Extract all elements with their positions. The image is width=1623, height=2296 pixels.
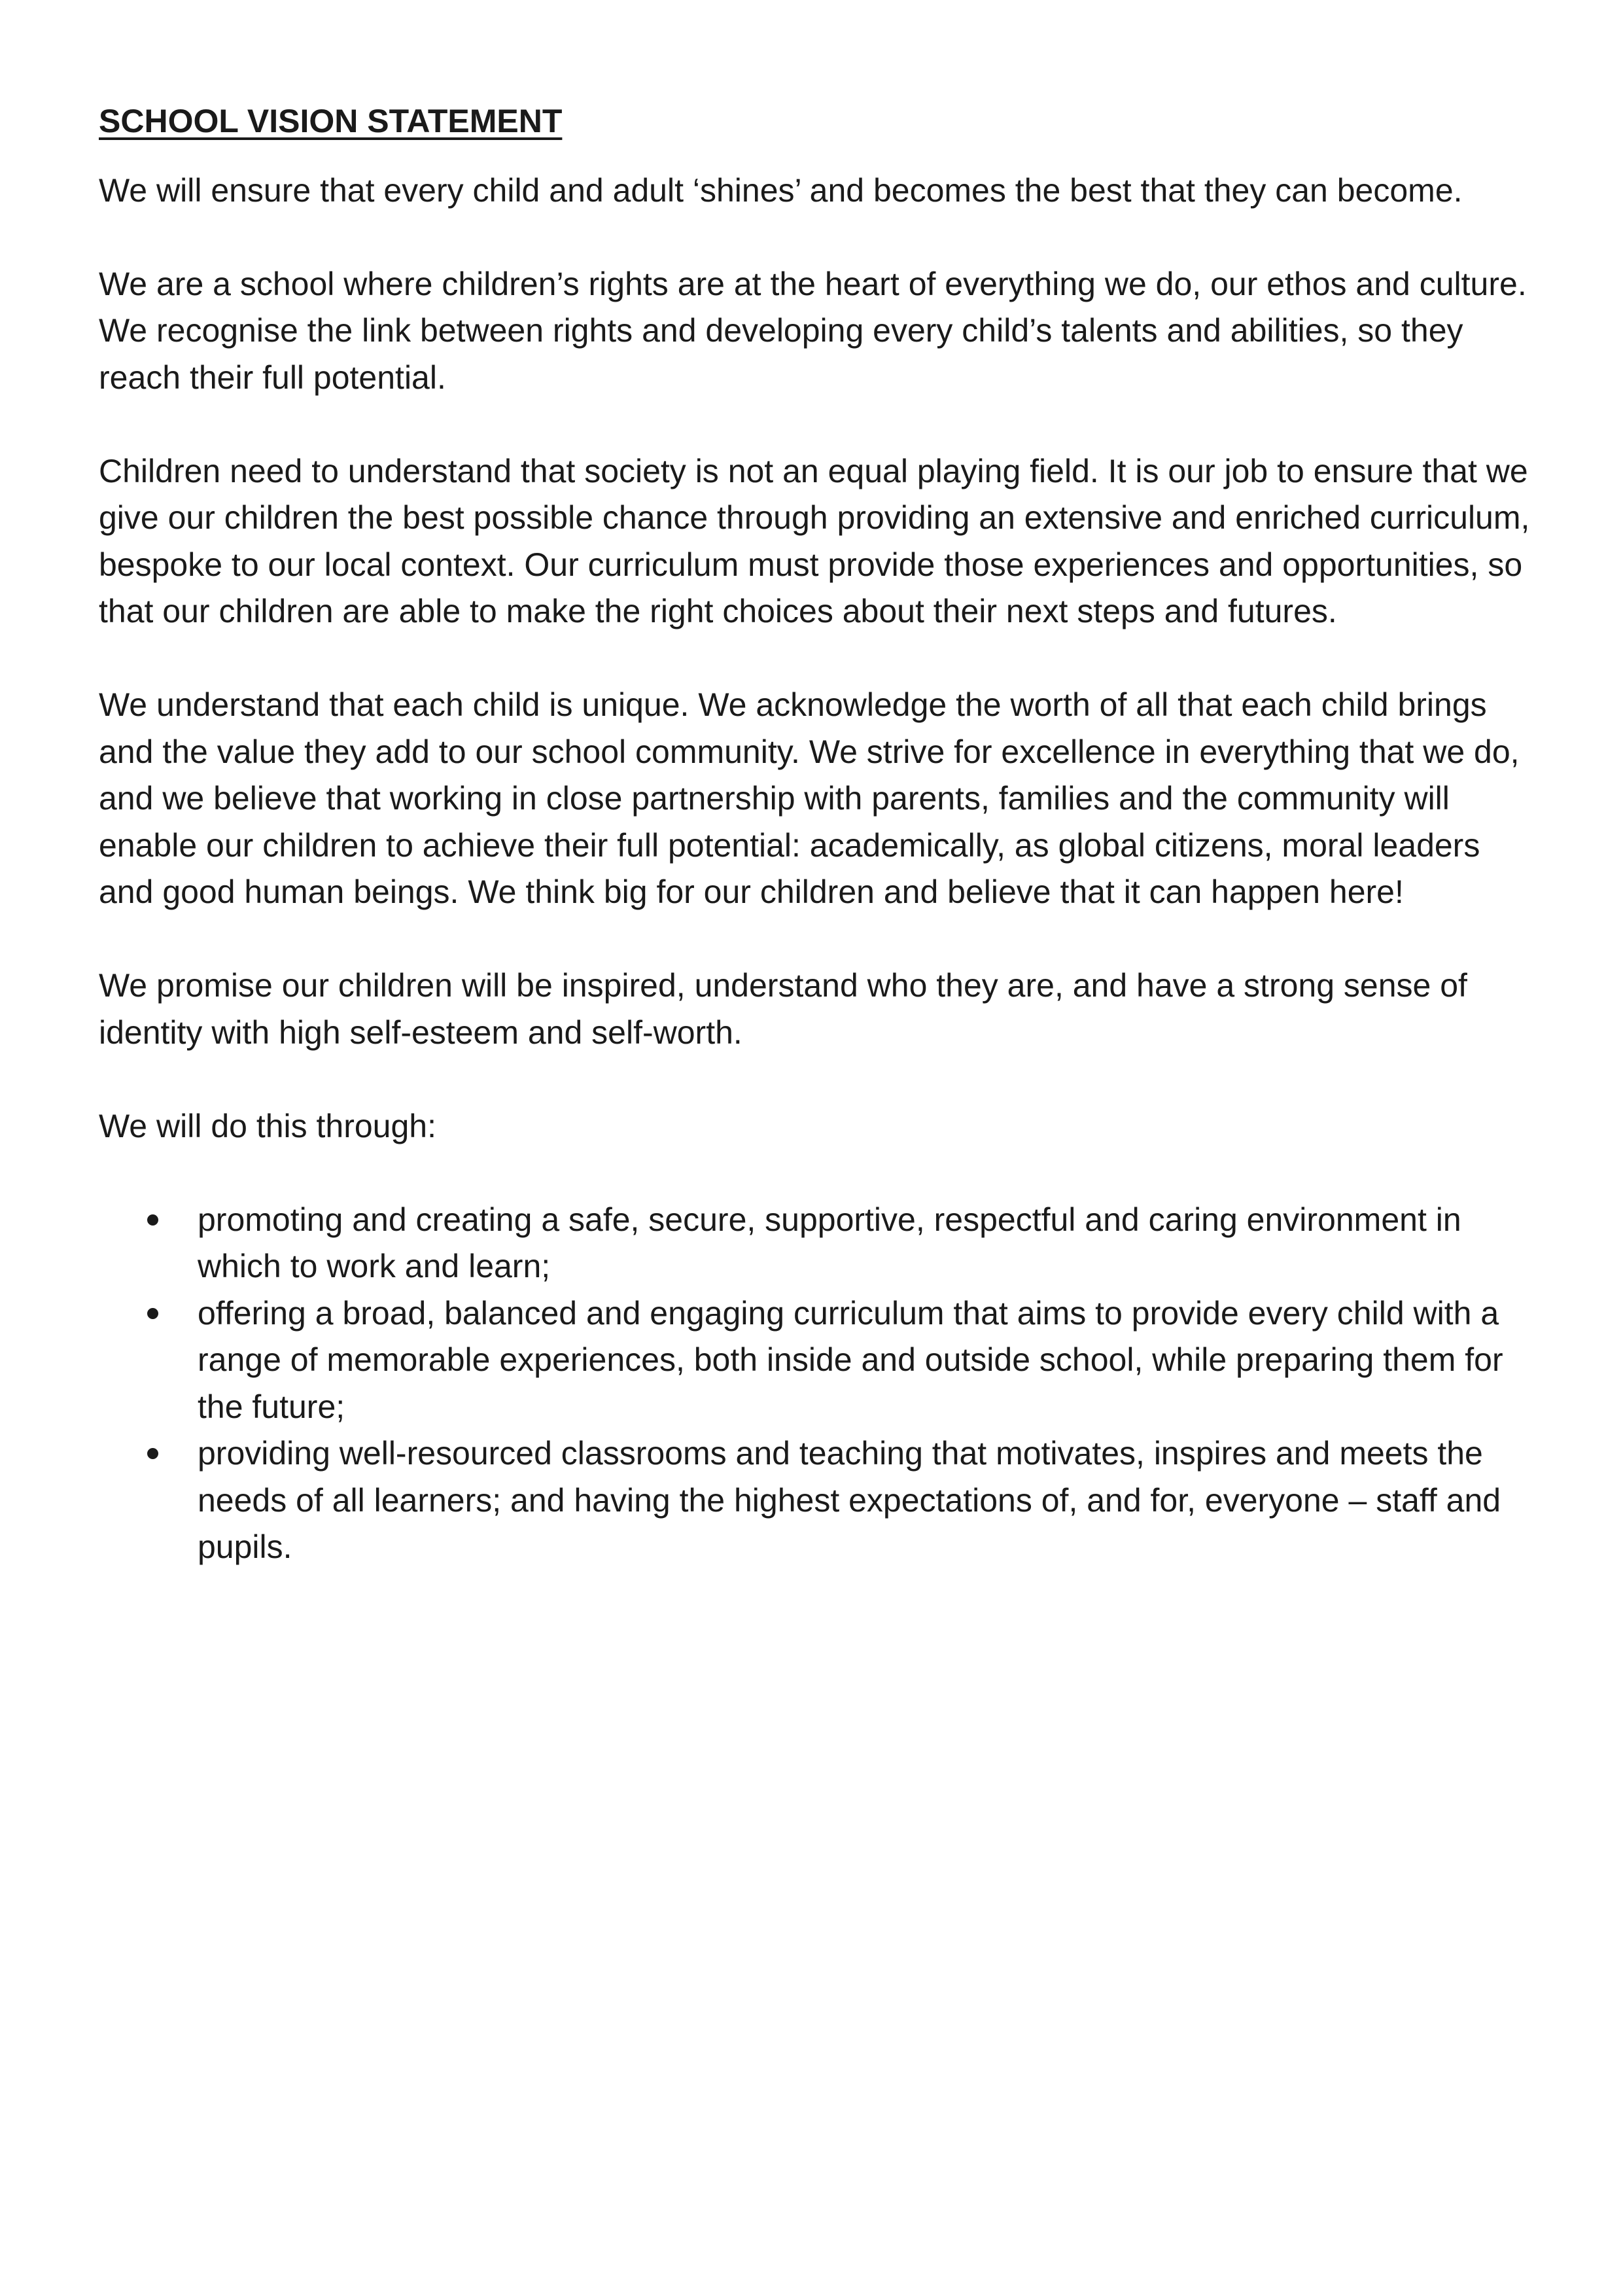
- paragraph-through: We will do this through:: [99, 1107, 436, 1144]
- paragraph-curriculum: Children need to understand that society is not an equal playing field. It is our job to ensure that we give our children the best possible chance through providing an extensive and enriched curriculum, bespoke to our local context. Our curriculum must provide those experiences and opportunities, so that our children are able to make the right choices about their next steps and futures.: [99, 452, 1530, 629]
- list-item-text: offering a broad, balanced and engaging curriculum that aims to provide every child with a range of memorable experiences, both inside and outside school, while preparing them for the future;: [198, 1294, 1503, 1425]
- paragraph-intro: We will ensure that every child and adult ‘shines’ and becomes the best that they can become.: [99, 171, 1463, 209]
- bullet-icon: [147, 1214, 158, 1226]
- list-item-text: providing well-resourced classrooms and teaching that motivates, inspires and meets the needs of all learners; and having the highest expectations of, and for, everyone – staff and pupils.: [198, 1435, 1501, 1565]
- paragraph-promise: We promise our children will be inspired, understand who they are, and have a strong sense of identity with high self-esteem and self-worth.: [99, 967, 1467, 1051]
- document-title: SCHOOL VISION STATEMENT: [99, 103, 563, 139]
- paragraph-unique: We understand that each child is unique. We acknowledge the worth of all that each child brings and the value they add to our school community. We strive for excellence in everything that we do, and we believe that working in close partnership with parents, families and the community will enable our children to achieve their full potential: academically, as global citizens, moral leaders and good human beings. We think big for our children and believe that it can happen here!: [99, 686, 1520, 910]
- bullet-icon: [147, 1308, 158, 1319]
- list-item: [99, 1290, 1538, 1431]
- list-item: [99, 1197, 1538, 1290]
- list-item: [99, 1430, 1538, 1571]
- paragraph-rights: We are a school where children’s rights are at the heart of everything we do, our ethos and culture. We recognise the link between rights and developing every child’s talents and abilities, so they reach their full potential.: [99, 265, 1527, 396]
- list-item-text: promoting and creating a safe, secure, supportive, respectful and caring environment in which to work and learn;: [198, 1201, 1461, 1284]
- document-page: [99, 98, 1538, 1571]
- bullet-icon: [147, 1448, 158, 1459]
- bullet-list: [99, 1197, 1538, 1571]
